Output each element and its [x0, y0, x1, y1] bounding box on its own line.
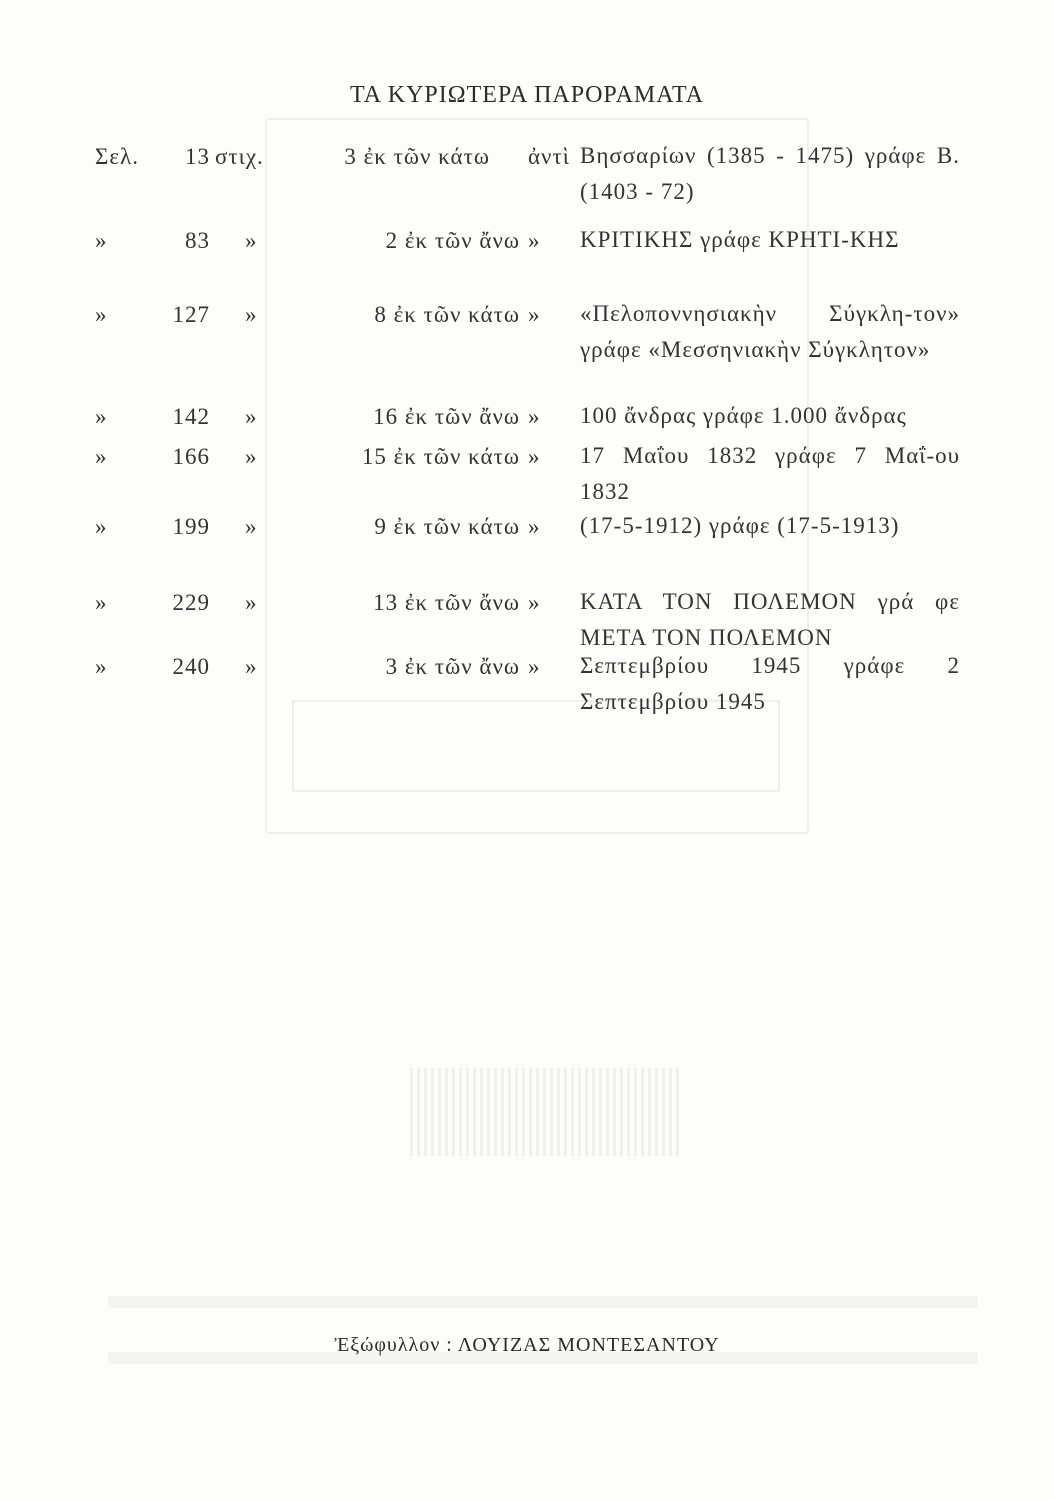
- ditto-mark: »: [95, 444, 108, 469]
- line-reference: 9 ἐκ τῶν κάτω: [374, 514, 520, 539]
- ditto-mark: »: [95, 514, 108, 539]
- line-reference: 8 ἐκ τῶν κάτω: [374, 302, 520, 327]
- page-number: 142: [172, 404, 210, 429]
- correction-text: 100 ἄνδρας γράφε 1.000 ἄνδρας: [580, 403, 907, 428]
- page-label: Σελ.: [95, 144, 139, 169]
- line-reference: 15 ἐκ τῶν κάτω: [361, 444, 520, 469]
- ditto-mark: »: [95, 302, 108, 327]
- line-reference: 16 ἐκ τῶν ἄνω: [373, 404, 520, 429]
- page-title: ΤΑ ΚΥΡΙΩΤΕΡΑ ΠΑΡΟΡΑΜΑΤΑ: [349, 82, 705, 108]
- correction-text: Σεπτεμβρίου 1945 γράφε 2 Σεπτεμβρίου 1945: [580, 653, 960, 714]
- ditto-mark: »: [245, 514, 258, 539]
- ditto-mark: »: [95, 404, 108, 429]
- ditto-mark: »: [245, 302, 258, 327]
- keyword: »: [528, 590, 541, 615]
- ditto-mark: »: [245, 404, 258, 429]
- show-through-barcode: [410, 1068, 680, 1156]
- keyword: »: [528, 228, 541, 253]
- line-reference: 3 ἐκ τῶν κάτω: [344, 144, 490, 169]
- keyword: »: [528, 654, 541, 679]
- ditto-mark: »: [245, 228, 258, 253]
- ditto-mark: »: [95, 654, 108, 679]
- ditto-mark: »: [245, 444, 258, 469]
- ditto-mark: »: [95, 228, 108, 253]
- correction-text: ΚΑΤΑ ΤΟΝ ΠΟΛΕΜΟΝ γρά φε ΜΕΤΑ ΤΟΝ ΠΟΛΕΜΟΝ: [580, 589, 960, 650]
- correction-text: «Πελοποννησιακὴν Σύγκλη-τον» γράφε «Μεσσηνιακὴν Σύγκλητον»: [580, 301, 960, 362]
- page-number: 240: [172, 654, 210, 679]
- page-number: 199: [172, 514, 210, 539]
- page-number: 127: [172, 302, 210, 327]
- page-number: 166: [172, 444, 210, 469]
- keyword: »: [528, 302, 541, 327]
- page-number: 13: [185, 144, 210, 169]
- ditto-mark: »: [245, 654, 258, 679]
- correction-text: ΚΡΙΤΙΚΗΣ γράφε ΚΡΗΤΙ-ΚΗΣ: [580, 227, 900, 252]
- keyword: »: [528, 444, 541, 469]
- ditto-mark: »: [245, 590, 258, 615]
- keyword: ἀντὶ: [528, 144, 570, 169]
- correction-text: 17 Μαΐου 1832 γράφε 7 Μαΐ-ου 1832: [580, 443, 960, 504]
- page-number: 229: [172, 590, 210, 615]
- line-reference: 3 ἐκ τῶν ἄνω: [385, 654, 520, 679]
- keyword: »: [528, 404, 541, 429]
- cover-credit: Ἐξώφυλλον : ΛΟΥΙΖΑΣ ΜΟΝΤΕΣΑΝΤΟΥ: [334, 1334, 720, 1356]
- line-reference: 13 ἐκ τῶν ἄνω: [373, 590, 520, 615]
- line-reference: 2 ἐκ τῶν ἄνω: [385, 228, 520, 253]
- correction-text: (17-5-1912) γράφε (17-5-1913): [580, 513, 900, 538]
- line-label: στιχ.: [215, 144, 264, 169]
- ditto-mark: »: [95, 590, 108, 615]
- show-through-line: [108, 1296, 978, 1308]
- page-number: 83: [185, 228, 210, 253]
- correction-text: Βησσαρίων (1385 - 1475) γράφε Β. (1403 - 72): [580, 143, 960, 204]
- keyword: »: [528, 514, 541, 539]
